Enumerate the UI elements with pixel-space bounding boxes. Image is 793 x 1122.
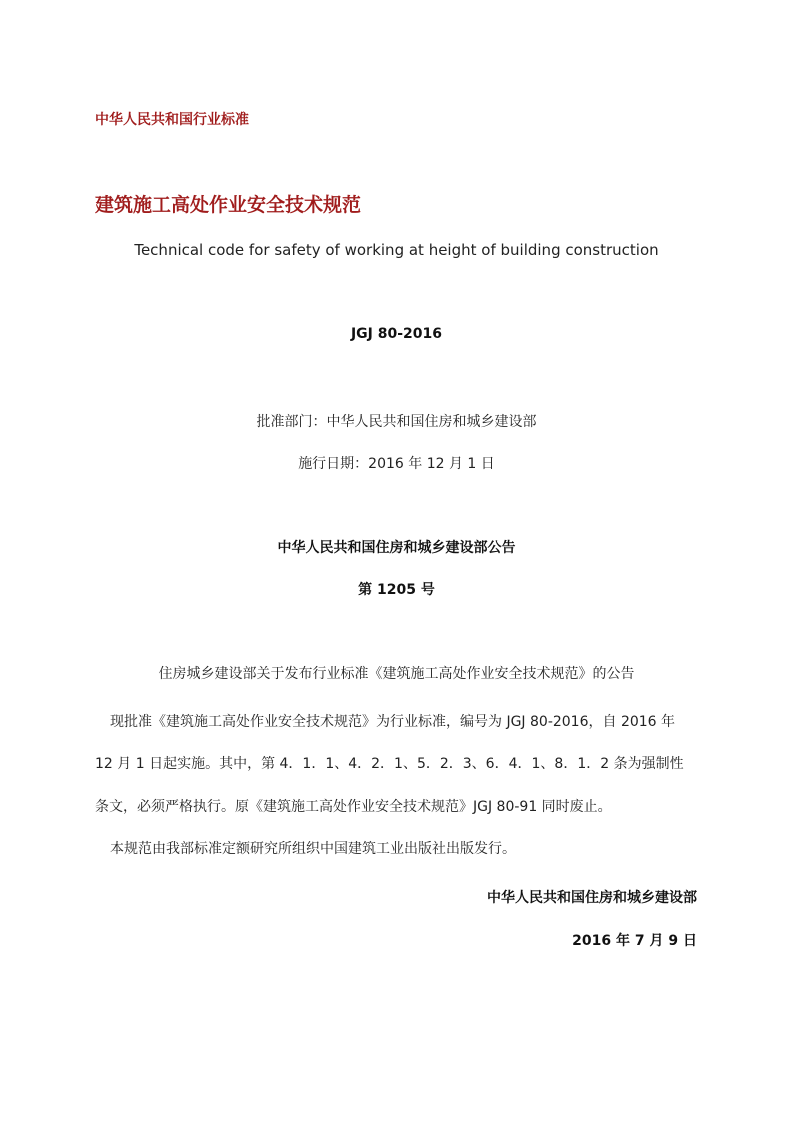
standard-category-label: 中华人民共和国行业标准 <box>95 112 249 128</box>
issue-date: 2016 年 7 月 9 日 <box>572 933 697 949</box>
announcement-paragraph-line-1: 现批准《建筑施工高处作业安全技术规范》为行业标准，编号为 JGJ 80-2016，自 2016 年 <box>110 714 676 730</box>
document-title-cn: 建筑施工高处作业安全技术规范 <box>95 194 362 216</box>
announcement-number: 第 1205 号 <box>358 582 435 598</box>
publication-note: 本规范由我部标准定额研究所组织中国建筑工业出版社出版发行。 <box>110 841 516 857</box>
issuer-signature: 中华人民共和国住房和城乡建设部 <box>487 890 697 906</box>
announcement-subject: 住房城乡建设部关于发布行业标准《建筑施工高处作业安全技术规范》的公告 <box>158 666 635 682</box>
announcement-paragraph-line-2: 12 月 1 日起实施。其中，第 4．1．1、4．2．1、5．2．3、6．4．1、8．1．2 条为强制性 <box>95 756 684 772</box>
announcement-paragraph-line-3: 条文，必须严格执行。原《建筑施工高处作业安全技术规范》JGJ 80-91 同时废止。 <box>95 799 612 815</box>
effective-date: 施行日期：2016 年 12 月 1 日 <box>298 456 495 472</box>
standard-code: JGJ 80-2016 <box>350 326 443 342</box>
document-title-en: Technical code for safety of working at height of building construction <box>134 241 659 259</box>
announcement-heading: 中华人民共和国住房和城乡建设部公告 <box>277 540 516 556</box>
approval-department: 批准部门：中华人民共和国住房和城乡建设部 <box>256 414 537 430</box>
